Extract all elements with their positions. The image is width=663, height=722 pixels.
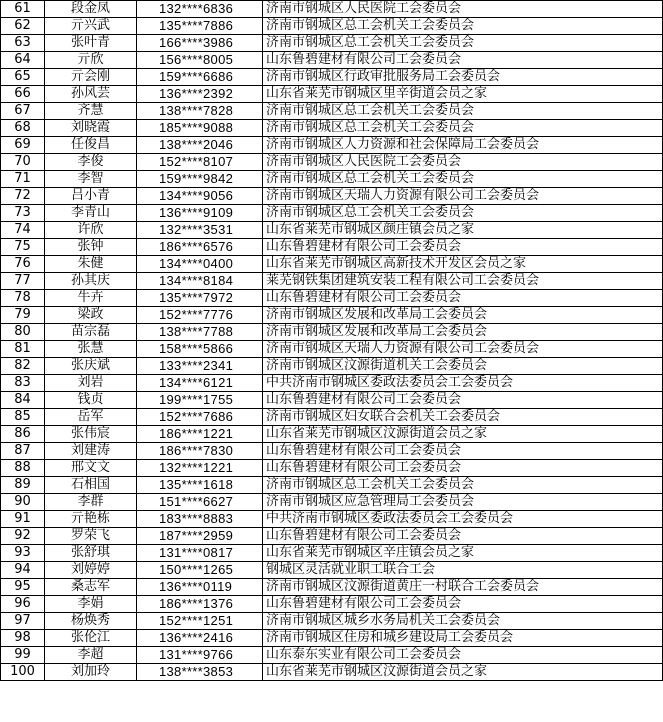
row-number: 95 bbox=[1, 579, 45, 596]
organization-name: 济南市钢城区行政审批服务局工会委员会 bbox=[263, 69, 663, 86]
table-row bbox=[1, 630, 663, 647]
phone-number: 135****7886 bbox=[137, 18, 263, 35]
phone-number: 138****7788 bbox=[137, 324, 263, 341]
table-row bbox=[1, 375, 663, 392]
phone-number: 132****6836 bbox=[137, 1, 263, 18]
member-name: 张钟 bbox=[45, 239, 137, 256]
phone-number: 134****8184 bbox=[137, 273, 263, 290]
member-name: 钱贞 bbox=[45, 392, 137, 409]
member-name: 李青山 bbox=[45, 205, 137, 222]
table-row bbox=[1, 307, 663, 324]
table-row bbox=[1, 103, 663, 120]
member-name: 李超 bbox=[45, 647, 137, 664]
member-name: 罗荣飞 bbox=[45, 528, 137, 545]
table-row bbox=[1, 545, 663, 562]
organization-name: 济南市钢城区汶源街道黄庄一村联合工会委员会 bbox=[263, 579, 663, 596]
phone-number: 135****7972 bbox=[137, 290, 263, 307]
member-name: 亓会刚 bbox=[45, 69, 137, 86]
member-name: 任俊昌 bbox=[45, 137, 137, 154]
phone-number: 134****9056 bbox=[137, 188, 263, 205]
table-row bbox=[1, 596, 663, 613]
member-name: 刘婷婷 bbox=[45, 562, 137, 579]
table-row bbox=[1, 460, 663, 477]
member-name: 亓兴武 bbox=[45, 18, 137, 35]
member-name: 梁政 bbox=[45, 307, 137, 324]
organization-name: 济南市钢城区城乡水务局机关工会委员会 bbox=[263, 613, 663, 630]
table-row bbox=[1, 52, 663, 69]
organization-name: 济南市钢城区天瑞人力资源有限公司工会委员会 bbox=[263, 341, 663, 358]
member-name: 张庆斌 bbox=[45, 358, 137, 375]
organization-name: 山东省莱芜市钢城区颜庄镇会员之家 bbox=[263, 222, 663, 239]
member-name: 吕小青 bbox=[45, 188, 137, 205]
table-row bbox=[1, 1, 663, 18]
table-row bbox=[1, 324, 663, 341]
member-name: 孙风芸 bbox=[45, 86, 137, 103]
table-row bbox=[1, 647, 663, 664]
table-row bbox=[1, 86, 663, 103]
row-number: 69 bbox=[1, 137, 45, 154]
member-name: 张舒琪 bbox=[45, 545, 137, 562]
member-name: 齐慧 bbox=[45, 103, 137, 120]
row-number: 76 bbox=[1, 256, 45, 273]
row-number: 83 bbox=[1, 375, 45, 392]
phone-number: 132****1221 bbox=[137, 460, 263, 477]
phone-number: 199****1755 bbox=[137, 392, 263, 409]
row-number: 71 bbox=[1, 171, 45, 188]
phone-number: 151****6627 bbox=[137, 494, 263, 511]
table-row bbox=[1, 511, 663, 528]
row-number: 91 bbox=[1, 511, 45, 528]
phone-number: 187****2959 bbox=[137, 528, 263, 545]
row-number: 89 bbox=[1, 477, 45, 494]
member-name: 李娟 bbox=[45, 596, 137, 613]
organization-name: 济南市钢城区住房和城乡建设局工会委员会 bbox=[263, 630, 663, 647]
row-number: 61 bbox=[1, 1, 45, 18]
organization-name: 钢城区灵活就业职工联合工会 bbox=[263, 562, 663, 579]
member-name: 段金凤 bbox=[45, 1, 137, 18]
phone-number: 152****7686 bbox=[137, 409, 263, 426]
member-name: 刘建涛 bbox=[45, 443, 137, 460]
organization-name: 山东泰东实业有限公司工会委员会 bbox=[263, 647, 663, 664]
table-row bbox=[1, 273, 663, 290]
row-number: 66 bbox=[1, 86, 45, 103]
phone-number: 138****2046 bbox=[137, 137, 263, 154]
row-number: 81 bbox=[1, 341, 45, 358]
table-row bbox=[1, 477, 663, 494]
organization-name: 山东鲁碧建材有限公司工会委员会 bbox=[263, 596, 663, 613]
organization-name: 济南市钢城区总工会机关工会委员会 bbox=[263, 35, 663, 52]
organization-name: 山东省莱芜市钢城区汶源街道会员之家 bbox=[263, 664, 663, 681]
organization-name: 济南市钢城区人民医院工会委员会 bbox=[263, 154, 663, 171]
member-name: 杨焕秀 bbox=[45, 613, 137, 630]
row-number: 73 bbox=[1, 205, 45, 222]
organization-name: 中共济南市钢城区委政法委员会工会委员会 bbox=[263, 375, 663, 392]
row-number: 68 bbox=[1, 120, 45, 137]
member-name: 桑志军 bbox=[45, 579, 137, 596]
organization-name: 济南市钢城区人力资源和社会保障局工会委员会 bbox=[263, 137, 663, 154]
row-number: 75 bbox=[1, 239, 45, 256]
organization-name: 山东鲁碧建材有限公司工会委员会 bbox=[263, 528, 663, 545]
organization-name: 山东鲁碧建材有限公司工会委员会 bbox=[263, 52, 663, 69]
member-name: 刘晓霞 bbox=[45, 120, 137, 137]
member-name: 亓欣 bbox=[45, 52, 137, 69]
table-row bbox=[1, 494, 663, 511]
phone-number: 136****9109 bbox=[137, 205, 263, 222]
phone-number: 133****2341 bbox=[137, 358, 263, 375]
row-number: 96 bbox=[1, 596, 45, 613]
organization-name: 山东鲁碧建材有限公司工会委员会 bbox=[263, 460, 663, 477]
row-number: 78 bbox=[1, 290, 45, 307]
organization-name: 济南市钢城区总工会机关工会委员会 bbox=[263, 205, 663, 222]
table-row bbox=[1, 358, 663, 375]
table-row bbox=[1, 35, 663, 52]
row-number: 98 bbox=[1, 630, 45, 647]
member-table-body bbox=[1, 1, 663, 681]
organization-name: 山东鲁碧建材有限公司工会委员会 bbox=[263, 392, 663, 409]
organization-name: 济南市钢城区总工会机关工会委员会 bbox=[263, 120, 663, 137]
phone-number: 131****9766 bbox=[137, 647, 263, 664]
organization-name: 济南市钢城区妇女联合会机关工会委员会 bbox=[263, 409, 663, 426]
organization-name: 山东省莱芜市钢城区汶源街道会员之家 bbox=[263, 426, 663, 443]
row-number: 88 bbox=[1, 460, 45, 477]
organization-name: 济南市钢城区总工会机关工会委员会 bbox=[263, 18, 663, 35]
table-row bbox=[1, 69, 663, 86]
row-number: 82 bbox=[1, 358, 45, 375]
row-number: 65 bbox=[1, 69, 45, 86]
row-number: 97 bbox=[1, 613, 45, 630]
row-number: 79 bbox=[1, 307, 45, 324]
member-name: 许欣 bbox=[45, 222, 137, 239]
table-row bbox=[1, 579, 663, 596]
phone-number: 138****7828 bbox=[137, 103, 263, 120]
phone-number: 138****3853 bbox=[137, 664, 263, 681]
organization-name: 济南市钢城区汶源街道机关工会委员会 bbox=[263, 358, 663, 375]
row-number: 99 bbox=[1, 647, 45, 664]
member-name: 邢文文 bbox=[45, 460, 137, 477]
member-name: 苗宗磊 bbox=[45, 324, 137, 341]
row-number: 87 bbox=[1, 443, 45, 460]
table-row bbox=[1, 239, 663, 256]
table-row bbox=[1, 120, 663, 137]
phone-number: 131****0817 bbox=[137, 545, 263, 562]
organization-name: 山东鲁碧建材有限公司工会委员会 bbox=[263, 290, 663, 307]
member-name: 亓艳栋 bbox=[45, 511, 137, 528]
organization-name: 济南市钢城区人民医院工会委员会 bbox=[263, 1, 663, 18]
row-number: 100 bbox=[1, 664, 45, 681]
member-name: 朱健 bbox=[45, 256, 137, 273]
table-row bbox=[1, 613, 663, 630]
organization-name: 济南市钢城区天瑞人力资源有限公司工会委员会 bbox=[263, 188, 663, 205]
member-name: 李群 bbox=[45, 494, 137, 511]
phone-number: 186****7830 bbox=[137, 443, 263, 460]
row-number: 72 bbox=[1, 188, 45, 205]
phone-number: 152****8107 bbox=[137, 154, 263, 171]
phone-number: 159****6686 bbox=[137, 69, 263, 86]
organization-name: 山东省莱芜市钢城区高新技术开发区会员之家 bbox=[263, 256, 663, 273]
member-name: 岳军 bbox=[45, 409, 137, 426]
phone-number: 152****7776 bbox=[137, 307, 263, 324]
row-number: 67 bbox=[1, 103, 45, 120]
row-number: 74 bbox=[1, 222, 45, 239]
row-number: 86 bbox=[1, 426, 45, 443]
phone-number: 152****1251 bbox=[137, 613, 263, 630]
member-name: 张叶青 bbox=[45, 35, 137, 52]
organization-name: 济南市钢城区应急管理局工会委员会 bbox=[263, 494, 663, 511]
row-number: 85 bbox=[1, 409, 45, 426]
table-row bbox=[1, 426, 663, 443]
member-name: 李智 bbox=[45, 171, 137, 188]
row-number: 64 bbox=[1, 52, 45, 69]
table-row bbox=[1, 528, 663, 545]
phone-number: 132****3531 bbox=[137, 222, 263, 239]
phone-number: 134****6121 bbox=[137, 375, 263, 392]
table-row bbox=[1, 443, 663, 460]
table-row bbox=[1, 154, 663, 171]
phone-number: 136****0119 bbox=[137, 579, 263, 596]
row-number: 63 bbox=[1, 35, 45, 52]
phone-number: 135****1618 bbox=[137, 477, 263, 494]
phone-number: 186****6576 bbox=[137, 239, 263, 256]
table-row bbox=[1, 341, 663, 358]
member-name: 张伟宸 bbox=[45, 426, 137, 443]
phone-number: 159****9842 bbox=[137, 171, 263, 188]
table-row bbox=[1, 171, 663, 188]
organization-name: 济南市钢城区总工会机关工会委员会 bbox=[263, 171, 663, 188]
row-number: 92 bbox=[1, 528, 45, 545]
row-number: 90 bbox=[1, 494, 45, 511]
phone-number: 183****8883 bbox=[137, 511, 263, 528]
row-number: 77 bbox=[1, 273, 45, 290]
organization-name: 济南市钢城区总工会机关工会委员会 bbox=[263, 103, 663, 120]
member-name: 张慧 bbox=[45, 341, 137, 358]
table-row bbox=[1, 409, 663, 426]
row-number: 84 bbox=[1, 392, 45, 409]
table-row bbox=[1, 222, 663, 239]
organization-name: 济南市钢城区总工会机关工会委员会 bbox=[263, 477, 663, 494]
table-row bbox=[1, 205, 663, 222]
organization-name: 济南市钢城区发展和改革局工会委员会 bbox=[263, 324, 663, 341]
table-row bbox=[1, 18, 663, 35]
member-name: 刘岩 bbox=[45, 375, 137, 392]
row-number: 80 bbox=[1, 324, 45, 341]
phone-number: 156****8005 bbox=[137, 52, 263, 69]
row-number: 94 bbox=[1, 562, 45, 579]
table-row bbox=[1, 562, 663, 579]
member-name: 石相国 bbox=[45, 477, 137, 494]
row-number: 70 bbox=[1, 154, 45, 171]
organization-name: 山东省莱芜市钢城区里辛街道会员之家 bbox=[263, 86, 663, 103]
phone-number: 166****3986 bbox=[137, 35, 263, 52]
member-name: 孙其庆 bbox=[45, 273, 137, 290]
table-row bbox=[1, 137, 663, 154]
phone-number: 150****1265 bbox=[137, 562, 263, 579]
table-row bbox=[1, 256, 663, 273]
phone-number: 134****0400 bbox=[137, 256, 263, 273]
organization-name: 山东鲁碧建材有限公司工会委员会 bbox=[263, 239, 663, 256]
phone-number: 136****2416 bbox=[137, 630, 263, 647]
phone-number: 186****1221 bbox=[137, 426, 263, 443]
organization-name: 中共济南市钢城区委政法委员会工会委员会 bbox=[263, 511, 663, 528]
organization-name: 山东鲁碧建材有限公司工会委员会 bbox=[263, 443, 663, 460]
member-name: 李俊 bbox=[45, 154, 137, 171]
phone-number: 186****1376 bbox=[137, 596, 263, 613]
row-number: 93 bbox=[1, 545, 45, 562]
table-row bbox=[1, 188, 663, 205]
member-name: 刘加玲 bbox=[45, 664, 137, 681]
organization-name: 济南市钢城区发展和改革局工会委员会 bbox=[263, 307, 663, 324]
member-name: 张伦江 bbox=[45, 630, 137, 647]
table-row bbox=[1, 290, 663, 307]
organization-name: 莱芜钢铁集团建筑安装工程有限公司工会委员会 bbox=[263, 273, 663, 290]
phone-number: 136****2392 bbox=[137, 86, 263, 103]
member-name: 牛卉 bbox=[45, 290, 137, 307]
phone-number: 185****9088 bbox=[137, 120, 263, 137]
table-row bbox=[1, 392, 663, 409]
organization-name: 山东省莱芜市钢城区辛庄镇会员之家 bbox=[263, 545, 663, 562]
phone-number: 158****5866 bbox=[137, 341, 263, 358]
row-number: 62 bbox=[1, 18, 45, 35]
table-row bbox=[1, 664, 663, 681]
